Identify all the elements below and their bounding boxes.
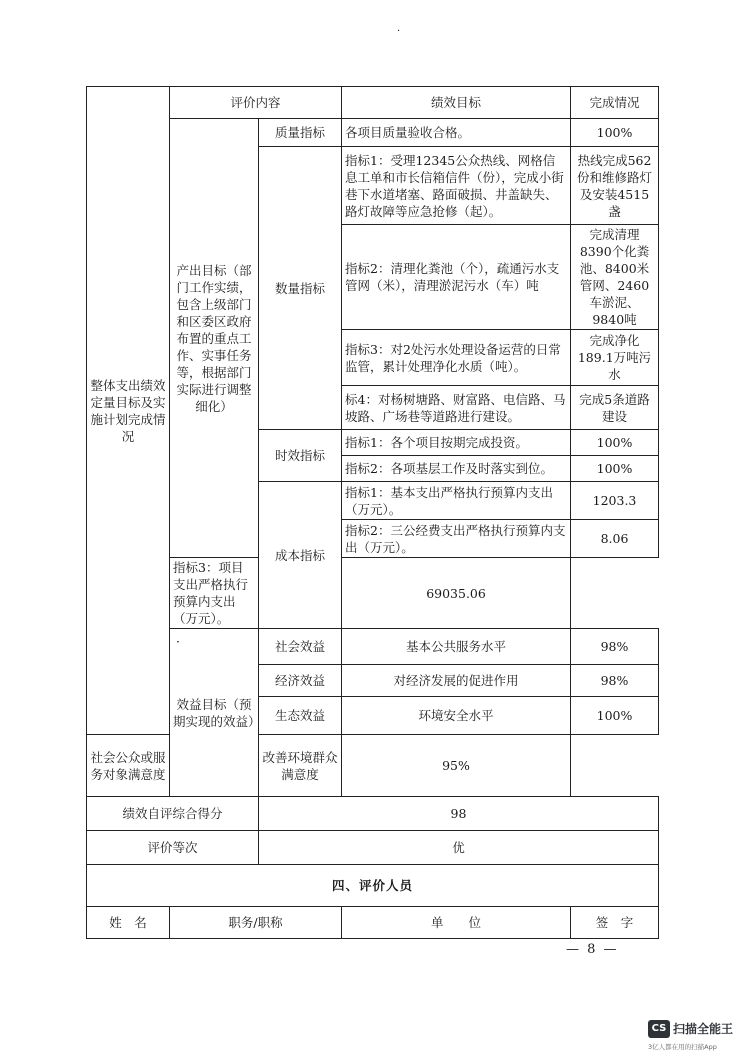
benefit-economic-status: 98% (571, 665, 659, 697)
quantity-status-1: 热线完成562份和维修路灯及安装4515盏 (571, 147, 659, 225)
scanner-tagline: 3亿人都在用的扫描App (648, 1043, 717, 1051)
col-sign: 签 字 (571, 907, 659, 939)
quality-indicator: 质量指标 (259, 119, 342, 147)
timeliness-status-2: 100% (571, 456, 659, 482)
quantity-status-4: 完成5条道路建设 (571, 386, 659, 430)
header-status: 完成情况 (571, 87, 659, 119)
benefit-ecological-target: 环境安全水平 (342, 697, 571, 735)
grade-value: 优 (259, 831, 659, 865)
score-value: 98 (259, 797, 659, 831)
benefit-satisfaction-status: 95% (342, 735, 571, 797)
top-mark: · (397, 26, 401, 37)
quantity-target-2: 指标2：清理化粪池（个），疏通污水支管网（米），清理淤泥污水（车）吨 (342, 225, 571, 330)
benefit-social-status: 98% (571, 629, 659, 665)
col-unit: 单 位 (342, 907, 571, 939)
page-number: — 8 — (566, 942, 619, 957)
cost-target-1: 指标1：基本支出严格执行预算内支出（万元）。 (342, 482, 571, 520)
section4-title: 四、评价人员 (87, 865, 659, 907)
quality-status: 100% (571, 119, 659, 147)
benefit-social-target: 基本公共服务水平 (342, 629, 571, 665)
quantity-status-3: 完成净化189.1万吨污水 (571, 330, 659, 386)
benefit-label: 效益目标（预期实现的效益） (173, 696, 261, 729)
section-label: 整体支出绩效定量目标及实施计划完成情况 (87, 87, 170, 735)
scanner-watermark (648, 1018, 744, 1054)
benefit-ecological-status: 100% (571, 697, 659, 735)
scanner-logo-icon: CS (648, 1020, 670, 1038)
benefit-social-indicator: 社会效益 (259, 629, 342, 665)
cost-status-1: 1203.3 (571, 482, 659, 520)
benefit-economic-indicator: 经济效益 (259, 665, 342, 697)
cost-target-2: 指标2：三公经费支出严格执行预算内支出（万元）。 (342, 520, 571, 558)
output-label: 产出目标（部门工作实绩，包含上级部门和区委区政府布置的重点工作、实事任务等，根据部门实际进行调整细化） (170, 119, 259, 558)
benefit-satisfaction-indicator: 社会公众或服务对象满意度 (87, 735, 170, 797)
quality-target: 各项目质量验收合格。 (342, 119, 571, 147)
benefit-mark: · (176, 634, 180, 649)
cost-status-2: 8.06 (571, 520, 659, 558)
evaluation-table (86, 86, 659, 939)
cost-target-3: 指标3：项目支出严格执行预算内支出（万元）。 (170, 558, 259, 629)
quantity-target-1: 指标1：受理12345公众热线、网格信息工单和市长信箱信件（份），完成小街巷下水道堵塞、路面破损、井盖缺失、路灯故障等应急抢修（起）。 (342, 147, 571, 225)
quantity-indicator: 数量指标 (259, 147, 342, 430)
benefit-label-cell (170, 629, 259, 797)
grade-label: 评价等次 (87, 831, 259, 865)
timeliness-target-1: 指标1：各个项目按期完成投资。 (342, 430, 571, 456)
benefit-ecological-indicator: 生态效益 (259, 697, 342, 735)
benefit-economic-target: 对经济发展的促进作用 (342, 665, 571, 697)
scanner-app-name: 扫描全能王 (673, 1022, 734, 1036)
quantity-target-3: 指标3：对2处污水处理设备运营的日常监管，累计处理净化水质（吨）。 (342, 330, 571, 386)
timeliness-status-1: 100% (571, 430, 659, 456)
timeliness-indicator: 时效指标 (259, 430, 342, 482)
timeliness-target-2: 指标2：各项基层工作及时落实到位。 (342, 456, 571, 482)
score-label: 绩效自评综合得分 (87, 797, 259, 831)
quantity-status-2: 完成清理8390个化粪池、8400米管网、2460车淤泥、9840吨 (571, 225, 659, 330)
header-content: 评价内容 (170, 87, 342, 119)
quantity-target-4: 标4：对杨树塘路、财富路、电信路、马坡路、广场巷等道路进行建设。 (342, 386, 571, 430)
benefit-satisfaction-target: 改善环境群众满意度 (259, 735, 342, 797)
header-target: 绩效目标 (342, 87, 571, 119)
col-name: 姓 名 (87, 907, 170, 939)
cost-status-3: 69035.06 (342, 558, 571, 629)
col-title: 职务/职称 (170, 907, 342, 939)
cost-indicator: 成本指标 (259, 482, 342, 629)
